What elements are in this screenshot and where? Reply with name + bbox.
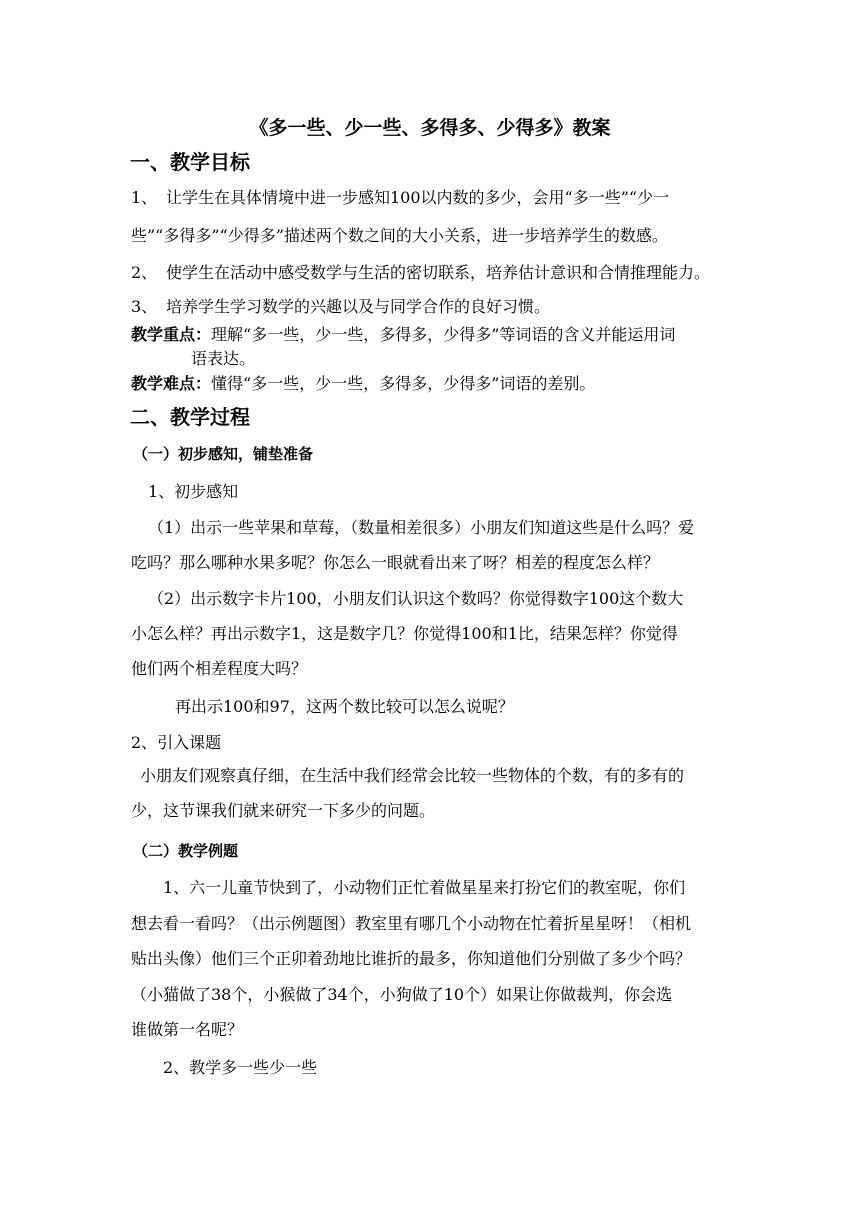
- paragraph-line: 小朋友们观察真仔细，在生活中我们经常会比较一些物体的个数，有的多有的: [140, 766, 685, 785]
- objective-text: 使学生在活动中感受数学与生活的密切联系，培养估计意识和合情推理能力。: [166, 263, 711, 282]
- paragraph-line: 1、六一儿童节快到了，小动物们正忙着做星星来打扮它们的教室呢，你们: [163, 878, 686, 897]
- paragraph-line: 贴出头像）他们三个正卯着劲地比谁折的最多，你知道他们分别做了多少个吗？: [131, 949, 692, 968]
- step-heading: 2、教学多一些少一些: [163, 1058, 318, 1077]
- objective-item-1-continued: 些”“多得多”“少得多”描述两个数之间的大小关系，进一步培养学生的数感。: [131, 226, 668, 245]
- paragraph-line: （2）出示数字卡片100，小朋友们认识这个数吗？你觉得数字100这个数大: [148, 589, 684, 608]
- difficulty-text: 懂得“多一些，少一些，多得多，少得多”词语的差别。: [211, 374, 596, 393]
- objective-number: 2、: [131, 263, 158, 282]
- key-point: [131, 325, 675, 345]
- section-heading-objectives: 一、教学目标: [130, 150, 250, 174]
- objective-number: 3、: [131, 297, 158, 316]
- difficulty-point: [131, 374, 595, 394]
- paragraph-line: 想去看一看吗？（出示例题图）教室里有哪几个小动物在忙着折星星呀！（相机: [131, 914, 692, 933]
- objective-text: 让学生在具体情境中进一步感知100以内数的多少，会用“多一些”“少一: [166, 188, 670, 207]
- difficulty-label: 教学难点：: [131, 374, 212, 393]
- step-heading: 1、初步感知: [148, 482, 239, 501]
- paragraph-line: 吃吗？那么哪种水果多呢？你怎么一眼就看出来了呀？相差的程度怎么样？: [131, 553, 660, 572]
- paragraph-line: 他们两个相差程度大吗？: [131, 659, 308, 678]
- document-title: 《多一些、少一些、多得多、少得多》教案: [249, 117, 611, 139]
- objective-text: 培养学生学习数学的兴趣以及与同学合作的良好习惯。: [166, 297, 551, 316]
- objective-item-2: [131, 263, 710, 283]
- objective-item-3: [131, 297, 550, 317]
- subsection-heading-2: （二）教学例题: [133, 842, 239, 860]
- paragraph-line: （小猫做了38个，小猴做了34个，小狗做了10个）如果让你做裁判，你会选: [131, 985, 673, 1004]
- step-heading: 2、引入课题: [131, 733, 222, 752]
- subsection-heading-1: （一）初步感知，铺垫准备: [133, 445, 314, 463]
- key-point-text: 理解“多一些，少一些，多得多，少得多”等词语的含义并能运用词: [211, 325, 676, 344]
- paragraph-line: 谁做第一名呢？: [131, 1020, 244, 1039]
- key-point-label: 教学重点：: [131, 325, 212, 344]
- paragraph-line: （1）出示一些苹果和草莓，（数量相差很多）小朋友们知道这些是什么吗？爱: [148, 518, 695, 537]
- objective-number: 1、: [131, 188, 158, 207]
- paragraph-line: 少，这节课我们就来研究一下多少的问题。: [131, 801, 436, 820]
- key-point-continued: 语表达。: [191, 349, 256, 368]
- section-heading-process: 二、教学过程: [130, 405, 250, 429]
- objective-item-1: [131, 188, 669, 208]
- paragraph-line: 小怎么样？再出示数字1，这是数字几？你觉得100和1比，结果怎样？你觉得: [131, 624, 678, 643]
- paragraph-line: 再出示100和97，这两个数比较可以怎么说呢？: [175, 697, 514, 716]
